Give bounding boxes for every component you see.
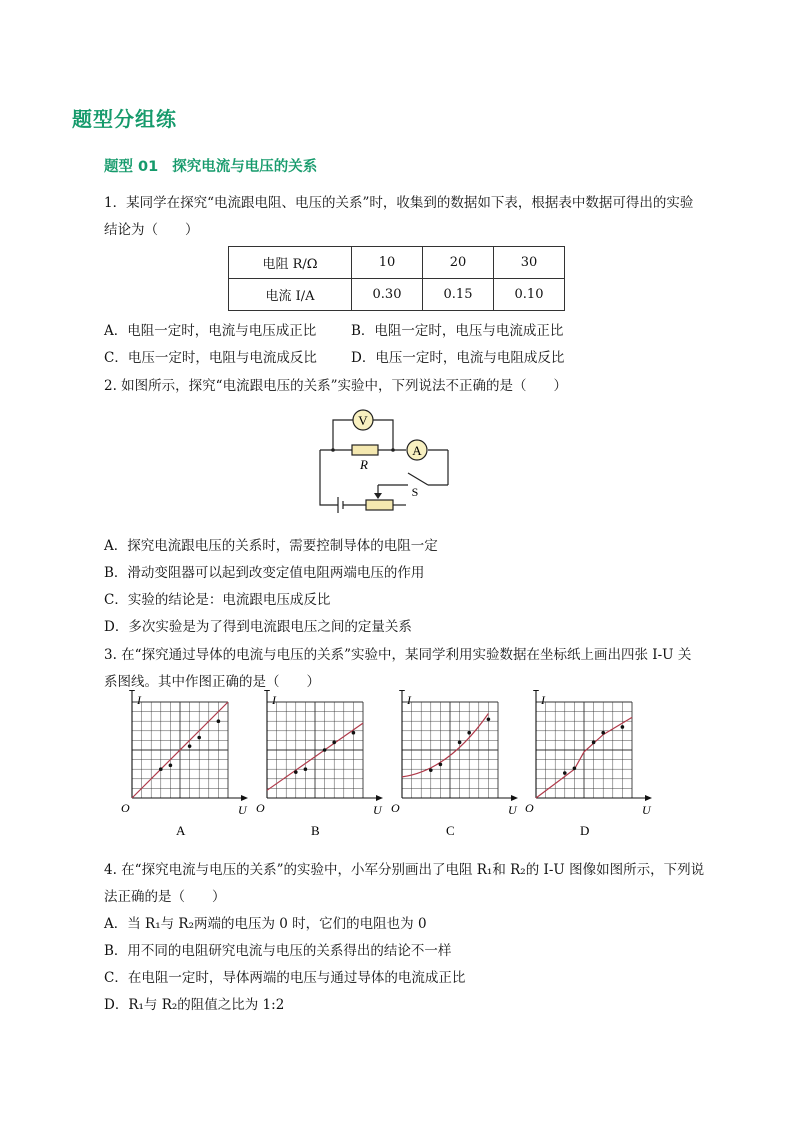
- data-point: [159, 767, 163, 771]
- q1-stem-line1: 1．某同学在探究“电流跟电阻、电压的关系”时，收集到的数据如下表，根据表中数据可得出的实验: [104, 195, 694, 211]
- x-axis-label: U: [238, 803, 247, 817]
- section-title: 题型分组练: [72, 107, 177, 131]
- rheostat-icon: [366, 500, 393, 510]
- y-axis-arrow: [264, 690, 270, 691]
- data-point: [458, 741, 462, 745]
- table-cell: 电流 I/A: [229, 279, 352, 311]
- q2-option-a[interactable]: A．探究电流跟电压的关系时，需要控制导体的电阻一定: [104, 538, 438, 554]
- switch-label: S: [411, 485, 419, 499]
- graph-option-label: A: [176, 823, 186, 838]
- data-point: [352, 731, 356, 735]
- data-point: [197, 736, 201, 740]
- data-point: [304, 767, 308, 771]
- q1-option-b[interactable]: B．电阻一定时，电压与电流成正比: [351, 323, 564, 339]
- q1-option-a[interactable]: A．电阻一定时，电流与电压成正比: [104, 323, 317, 339]
- q3-stem-line1: 3. 在“探究通过导体的电流与电压的关系”实验中，某同学利用实验数据在坐标纸上画出四张 I-U 关: [104, 647, 692, 663]
- q4-option-a[interactable]: A．当 R₁与 R₂两端的电压为 0 时，它们的电阻也为 0: [104, 916, 427, 932]
- graph-option-label: B: [311, 823, 320, 838]
- iu-curve: [402, 714, 488, 777]
- table-cell: 0.30: [352, 279, 423, 311]
- origin-label: O: [525, 801, 534, 815]
- q4-stem-line2: 法正确的是（ ）: [104, 889, 226, 905]
- resistor-icon: [352, 445, 378, 455]
- q4-option-c[interactable]: C．在电阻一定时，导体两端的电压与通过导体的电流成正比: [104, 970, 466, 986]
- q2-stem: 2. 如图所示，探究“电流跟电压的关系”实验中，下列说法不正确的是（ ）: [104, 378, 567, 394]
- q1-stem-line2: 结论为（ ）: [104, 222, 199, 238]
- data-point: [188, 744, 192, 748]
- table-cell: 30: [494, 247, 565, 279]
- graph-d: [524, 690, 659, 840]
- graph-a: [120, 690, 255, 840]
- q2-option-d[interactable]: D．多次实验是为了得到电流跟电压之间的定量关系: [104, 619, 412, 635]
- table-row: [229, 279, 565, 311]
- q2-option-b[interactable]: B．滑动变阻器可以起到改变定值电阻两端电压的作用: [104, 565, 425, 581]
- data-point: [601, 731, 605, 735]
- x-axis-arrow: [241, 795, 248, 801]
- data-point: [332, 741, 336, 745]
- graph-c: [390, 690, 525, 840]
- subsection-title: 探究电流与电压的关系: [172, 159, 318, 175]
- y-axis-label: I: [541, 693, 545, 707]
- ammeter-label: A: [412, 443, 422, 458]
- q2-option-c[interactable]: C．实验的结论是：电流跟电压成反比: [104, 592, 331, 608]
- origin-label: O: [391, 801, 400, 815]
- origin-label: O: [121, 801, 130, 815]
- graph-option-label: C: [446, 823, 455, 838]
- table-cell: 20: [423, 247, 494, 279]
- graph-b: [255, 690, 390, 840]
- data-point: [217, 719, 221, 723]
- data-point: [169, 764, 173, 768]
- x-axis-label: U: [373, 803, 382, 817]
- y-axis-label: I: [137, 693, 141, 707]
- data-point: [429, 768, 433, 772]
- q1-data-table: [228, 246, 565, 311]
- data-point: [323, 748, 327, 752]
- q2-circuit-diagram: [300, 400, 470, 525]
- data-point: [563, 771, 567, 775]
- q1-option-d[interactable]: D．电压一定时，电流与电阻成反比: [351, 350, 565, 366]
- table-row: [229, 247, 565, 279]
- q3-stem-line2: 系图线。其中作图正确的是（ ）: [104, 674, 320, 690]
- x-axis-arrow: [376, 795, 383, 801]
- data-point: [573, 766, 577, 770]
- data-point: [592, 741, 596, 745]
- data-point: [294, 770, 298, 774]
- graph-option-label: D: [580, 823, 590, 838]
- data-point: [487, 717, 491, 721]
- q1-option-c[interactable]: C．电压一定时，电阻与电流成反比: [104, 350, 317, 366]
- y-axis-arrow: [533, 690, 539, 691]
- q4-stem-line1: 4. 在“探究电流与电压的关系”的实验中，小军分别画出了电阻 R₁和 R₂的 I-U 图像如图所示，下列说: [104, 862, 705, 878]
- x-axis-label: U: [642, 803, 651, 817]
- x-axis-label: U: [508, 803, 517, 817]
- subsection-number: 题型 01: [104, 159, 159, 175]
- x-axis-arrow: [645, 795, 652, 801]
- data-point: [621, 725, 625, 729]
- y-axis-label: I: [407, 693, 411, 707]
- y-axis-arrow: [129, 690, 135, 691]
- table-cell: 10: [352, 247, 423, 279]
- resistor-label: R: [360, 457, 368, 472]
- q4-option-d[interactable]: D．R₁与 R₂的阻值之比为 1:2: [104, 997, 285, 1013]
- table-cell: 0.15: [423, 279, 494, 311]
- y-axis-arrow: [399, 690, 405, 691]
- x-axis-arrow: [511, 795, 518, 801]
- subsection-heading: [104, 155, 317, 176]
- origin-label: O: [256, 801, 265, 815]
- data-point: [439, 763, 443, 767]
- q4-option-b[interactable]: B．用不同的电阻研究电流与电压的关系得出的结论不一样: [104, 943, 452, 959]
- data-point: [467, 731, 471, 735]
- table-cell: 电阻 R/Ω: [229, 247, 352, 279]
- voltmeter-label: V: [358, 413, 368, 428]
- y-axis-label: I: [272, 693, 276, 707]
- table-cell: 0.10: [494, 279, 565, 311]
